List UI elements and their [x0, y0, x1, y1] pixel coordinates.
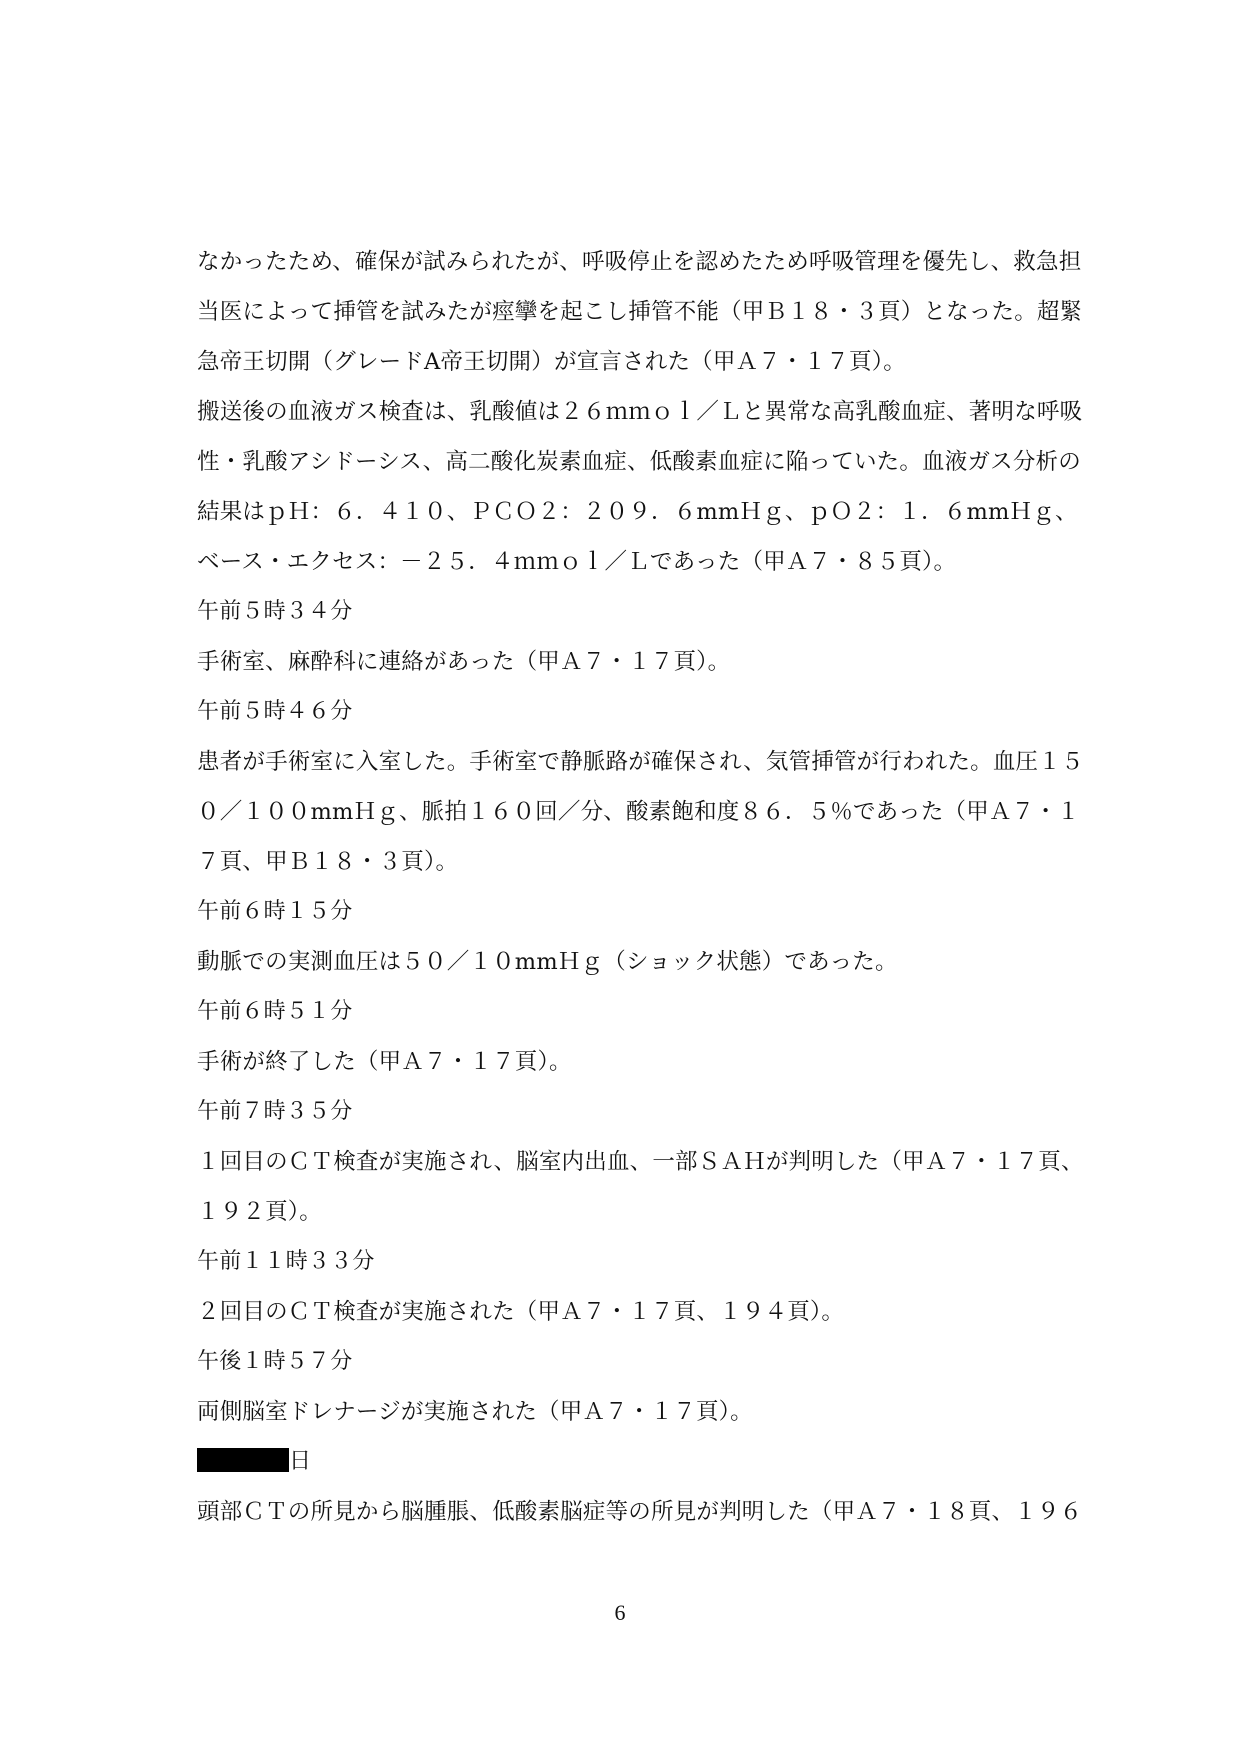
paragraph-line: 性・乳酸アシドーシス、高二酸化炭素血症、低酸素血症に陥っていた。血液ガス分析の: [197, 449, 1081, 475]
time-heading: 午前１１時３３分: [197, 1249, 375, 1274]
paragraph-line: 当医によって挿管を試みたが痙攣を起こし挿管不能（甲Ｂ１８・３頁）となった。超緊: [197, 299, 1083, 325]
time-heading: 午前５時３４分: [197, 599, 353, 624]
paragraph-line: １回目のＣＴ検査が実施され、脳室内出血、一部ＳＡＨが判明した（甲Ａ７・１７頁、: [197, 1149, 1084, 1175]
date-heading-suffix: 日: [289, 1449, 312, 1474]
page-number: 6: [614, 1600, 626, 1625]
paragraph-line: 搬送後の血液ガス検査は、乳酸値は２６ｍｍｏｌ／Ｌと異常な高乳酸血症、著明な呼吸: [197, 399, 1083, 425]
time-heading: 午後１時５７分: [197, 1349, 353, 1374]
time-heading: 午前６時５１分: [197, 999, 353, 1024]
time-heading: 午前５時４６分: [197, 699, 353, 724]
paragraph-line: 両側脳室ドレナージが実施された（甲Ａ７・１７頁）。: [197, 1399, 753, 1425]
paragraph-line: 手術が終了した（甲Ａ７・１７頁）。: [197, 1049, 572, 1075]
paragraph-line: 手術室、麻酔科に連絡があった（甲Ａ７・１７頁）。: [197, 649, 731, 675]
date-heading: [197, 1437, 1097, 1487]
paragraph-line: 患者が手術室に入室した。手術室で静脈路が確保され、気管挿管が行われた。血圧１５: [197, 749, 1084, 775]
body-text: [197, 237, 1097, 1537]
paragraph-line: ７頁、甲Ｂ１８・３頁）。: [197, 849, 459, 875]
paragraph-line: ベース・エクセス：－２５．４ｍｍｏｌ／Ｌであった（甲Ａ７・８５頁）。: [197, 549, 957, 575]
time-heading: 午前６時１５分: [197, 899, 353, 924]
redaction-bar: [197, 1448, 289, 1472]
paragraph-line: 結果はｐＨ：６．４１０、ＰＣＯ２：２０９．６mmＨｇ、ｐＯ２：１．６mmＨｇ、: [197, 499, 1078, 525]
paragraph-line: 動脈での実測血圧は５０／１０mmＨｇ（ショック状態）であった。: [197, 949, 898, 975]
paragraph-line: ０／１００mmＨｇ、脈拍１６０回／分、酸素飽和度８６．５％であった（甲Ａ７・１: [197, 799, 1080, 825]
paragraph-line: １９２頁）。: [197, 1199, 322, 1225]
paragraph-line: 急帝王切開（グレードA帝王切開）が宣言された（甲Ａ７・１７頁）。: [197, 349, 906, 375]
time-heading: 午前７時３５分: [197, 1099, 353, 1124]
paragraph-line: 頭部ＣＴの所見から脳腫脹、低酸素脳症等の所見が判明した（甲Ａ７・１８頁、１９６: [197, 1499, 1083, 1525]
paragraph-line: ２回目のＣＴ検査が実施された（甲Ａ７・１７頁、１９４頁）。: [197, 1299, 845, 1325]
paragraph-line: なかったため、確保が試みられたが、呼吸停止を認めたため呼吸管理を優先し、救急担: [197, 249, 1082, 275]
